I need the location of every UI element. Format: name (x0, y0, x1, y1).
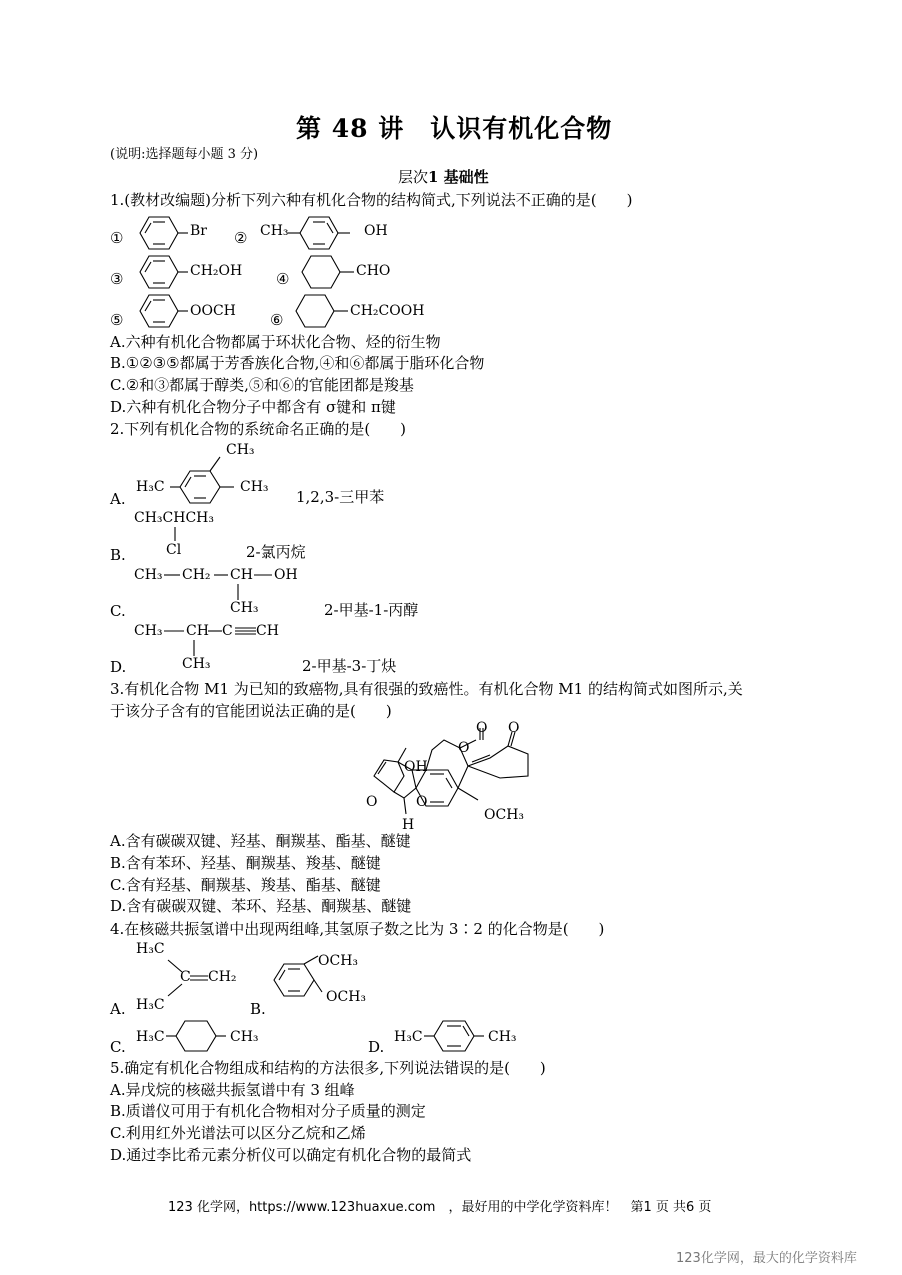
substituent-ooch: OOCH (190, 303, 236, 319)
q4d-left: H₃C (394, 1029, 423, 1045)
q3-option-b: B.含有苯环、羟基、酮羰基、羧基、醚键 (110, 854, 381, 872)
q2d-bonds (160, 622, 270, 662)
q4d-right: CH₃ (488, 1029, 517, 1045)
q4a-bonds (160, 954, 220, 1004)
q4a-right: CH₂ (208, 969, 237, 985)
q2-stem: 2.下列有机化合物的系统命名正确的是( ) (110, 420, 407, 438)
q4c-right: CH₃ (230, 1029, 259, 1045)
watermark: 123化学网，最大的化学资料库 (676, 1251, 857, 1266)
section-prefix: 层次 (398, 168, 429, 186)
q2c-f2: CH₂ (182, 567, 211, 583)
q4-label-b: B. (250, 1000, 266, 1018)
benzene-ring-3 (132, 252, 192, 292)
compound-num-6: ⑥ (270, 311, 284, 329)
substituent-ch3: CH₃ (260, 223, 289, 239)
q4a-top: H₃C (136, 941, 165, 957)
substituent-ch2cooh: CH₂COOH (350, 303, 425, 319)
q4a-c: C (180, 969, 191, 985)
q2d-f1: CH₃ (134, 623, 163, 639)
q2a-benzene-ring (170, 455, 250, 515)
q2d-f3: C (222, 623, 233, 639)
substituent-br: Br (190, 223, 207, 239)
q3-o-label-5: O (416, 794, 428, 810)
q4c-left: H₃C (136, 1029, 165, 1045)
q5-stem: 5.确定有机化合物组成和结构的方法很多,下列说法错误的是( ) (110, 1059, 546, 1077)
section-level: 1 基础性 (428, 168, 489, 186)
q1-stem: 1.(教材改编题)分析下列六种有机化合物的结构简式,下列说法不正确的是( ) (110, 191, 633, 209)
q2a-name: 1,2,3-三甲苯 (296, 488, 385, 506)
q2a-right-ch3: CH₃ (240, 479, 269, 495)
q3-option-d: D.含有碳碳双键、苯环、羟基、酮羰基、醚键 (110, 897, 412, 915)
q4b-sub2: OCH₃ (326, 989, 367, 1005)
q2-label-d: D. (110, 658, 127, 676)
q5-option-b: B.质谱仪可用于有机化合物相对分子质量的测定 (110, 1102, 426, 1120)
q2b-bond (172, 527, 182, 543)
q1-option-a: A.六种有机化合物都属于环状化合物、烃的衍生物 (110, 333, 441, 351)
page-title: 第 48 讲 认识有机化合物 (296, 114, 613, 143)
q3-option-c: C.含有羟基、酮羰基、羧基、酯基、醚键 (110, 876, 381, 894)
compound-num-5: ⑤ (110, 311, 124, 329)
q4b-sub1: OCH₃ (318, 953, 359, 969)
q4-label-a: A. (110, 1000, 126, 1018)
benzene-ring-2 (288, 213, 368, 253)
q2-label-c: C. (110, 602, 126, 620)
benzene-ring-5 (132, 291, 192, 331)
q2c-bonds (160, 566, 280, 606)
q2d-name: 2-甲基-3-丁炔 (302, 657, 397, 675)
q2c-f3: CH (230, 567, 253, 583)
q1-option-b: B.①②③⑤都属于芳香族化合物,④和⑥都属于脂环化合物 (110, 354, 485, 372)
substituent-cho: CHO (356, 263, 391, 279)
compound-num-4: ④ (276, 270, 290, 288)
q1-option-c: C.②和③都属于醇类,⑤和⑥的官能团都是羧基 (110, 376, 414, 394)
q3-stem-line2: 于该分子含有的官能团说法正确的是( ) (110, 702, 392, 720)
q2c-f4: OH (274, 567, 298, 583)
q5-option-a: A.异戊烷的核磁共振氢谱中有 3 组峰 (110, 1081, 355, 1099)
q2-label-b: B. (110, 546, 126, 564)
q3-h-label: H (402, 817, 415, 833)
q4-label-d: D. (368, 1038, 385, 1056)
q5-option-c: C.利用红外光谱法可以区分乙烷和乙烯 (110, 1124, 366, 1142)
q1-option-d: D.六种有机化合物分子中都含有 σ键和 π键 (110, 398, 396, 416)
q2-label-a: A. (110, 490, 126, 508)
q3-oh-label: OH (404, 759, 428, 775)
q4a-bottom: H₃C (136, 997, 165, 1013)
q3-o-label-1: O (476, 720, 488, 736)
q3-o-label-4: O (366, 794, 378, 810)
page-footer: 123 化学网，https://www.123huaxue.com ，最好用的中学化学资料库！ 第1 页 共6 页 (168, 1200, 712, 1215)
compound-num-1: ① (110, 229, 124, 247)
q2a-left-h3c: H₃C (136, 479, 165, 495)
q2d-sub: CH₃ (182, 656, 211, 672)
q2b-name: 2-氯丙烷 (246, 543, 306, 561)
compound-num-3: ③ (110, 270, 124, 288)
substituent-ch2oh: CH₂OH (190, 263, 243, 279)
q3-stem-line1: 3.有机化合物 M1 为已知的致癌物,具有很强的致癌性。有机化合物 M1 的结构简式如图所示,关 (110, 680, 743, 698)
q2b-formula: CH₃CHCH₃ (134, 510, 214, 526)
q3-option-a: A.含有碳碳双键、羟基、酮羰基、酯基、醚键 (110, 832, 411, 850)
q3-o-label-3: O (458, 740, 470, 756)
q2c-name: 2-甲基-1-丙醇 (324, 601, 419, 619)
q2c-sub: CH₃ (230, 600, 259, 616)
substituent-oh: OH (364, 223, 388, 239)
q3-o-label-2: O (508, 720, 520, 736)
q5-option-d: D.通过李比希元素分析仪可以确定有机化合物的最简式 (110, 1146, 472, 1164)
q3-och3-label: OCH₃ (484, 807, 525, 823)
compound-num-2: ② (234, 229, 248, 247)
q4-stem: 4.在核磁共振氢谱中出现两组峰,其氢原子数之比为 3∶2 的化合物是( ) (110, 920, 605, 938)
scoring-note: (说明:选择题每小题 3 分) (110, 147, 259, 162)
q4-label-c: C. (110, 1038, 126, 1056)
q2c-f1: CH₃ (134, 567, 163, 583)
q2d-f4: CH (256, 623, 279, 639)
q2a-top-ch3: CH₃ (226, 442, 255, 458)
q2b-sub-cl: Cl (166, 542, 182, 558)
section-heading (398, 170, 489, 185)
benzene-ring-1 (132, 213, 192, 253)
q2d-f2: CH (186, 623, 209, 639)
